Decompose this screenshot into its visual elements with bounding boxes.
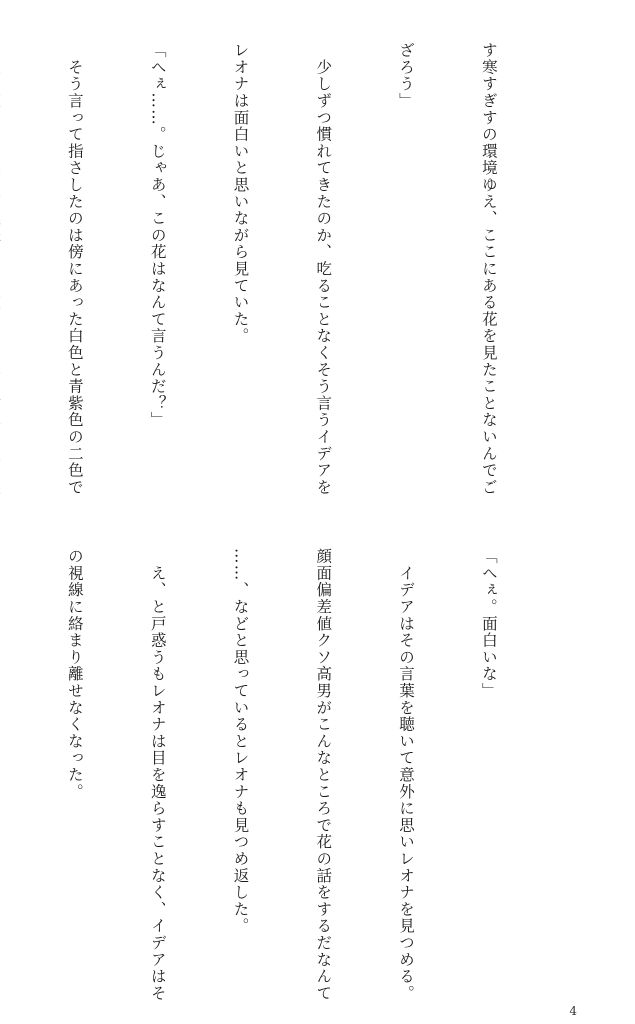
text-line: レオナは面白いと思いながら見ていた。	[231, 42, 250, 345]
text-line: イデアはその言葉を聴いて意外に思いレオナを見つめる。	[397, 548, 416, 1002]
text-line: 顔面偏差値クソ高男がこんなところで花の話をするだなんて	[314, 548, 333, 1002]
text-line: ざろう」	[397, 42, 416, 110]
text-line: 「へぇ。面白いな」	[479, 548, 498, 700]
text-line: 「へぇ……。じゃあ、この花はなんて言うんだ？」	[148, 42, 167, 429]
text-line: え、と戸惑うもレオナは目を逸らすことなく、イデアはそ	[148, 548, 167, 1002]
lower-text-block	[0, 548, 557, 1008]
text-line: ……、などと思っているとレオナも見つめ返した。	[231, 548, 250, 935]
text-line: 少しずつ慣れてきたのか、吃ることなくそう言うイデアを	[314, 42, 333, 496]
text-line: の視線に絡まり離せなくなった。	[65, 548, 84, 800]
upper-text-block	[0, 42, 557, 502]
page-number: 4	[569, 1004, 577, 1018]
text-line: す寒すぎすの環境ゆえ、ここにある花を見たことないんでご	[479, 42, 498, 496]
text-line	[0, 42, 5, 502]
text-line: そう言って指さしたのは傍にあった白色と青紫色の二色で	[65, 42, 84, 496]
